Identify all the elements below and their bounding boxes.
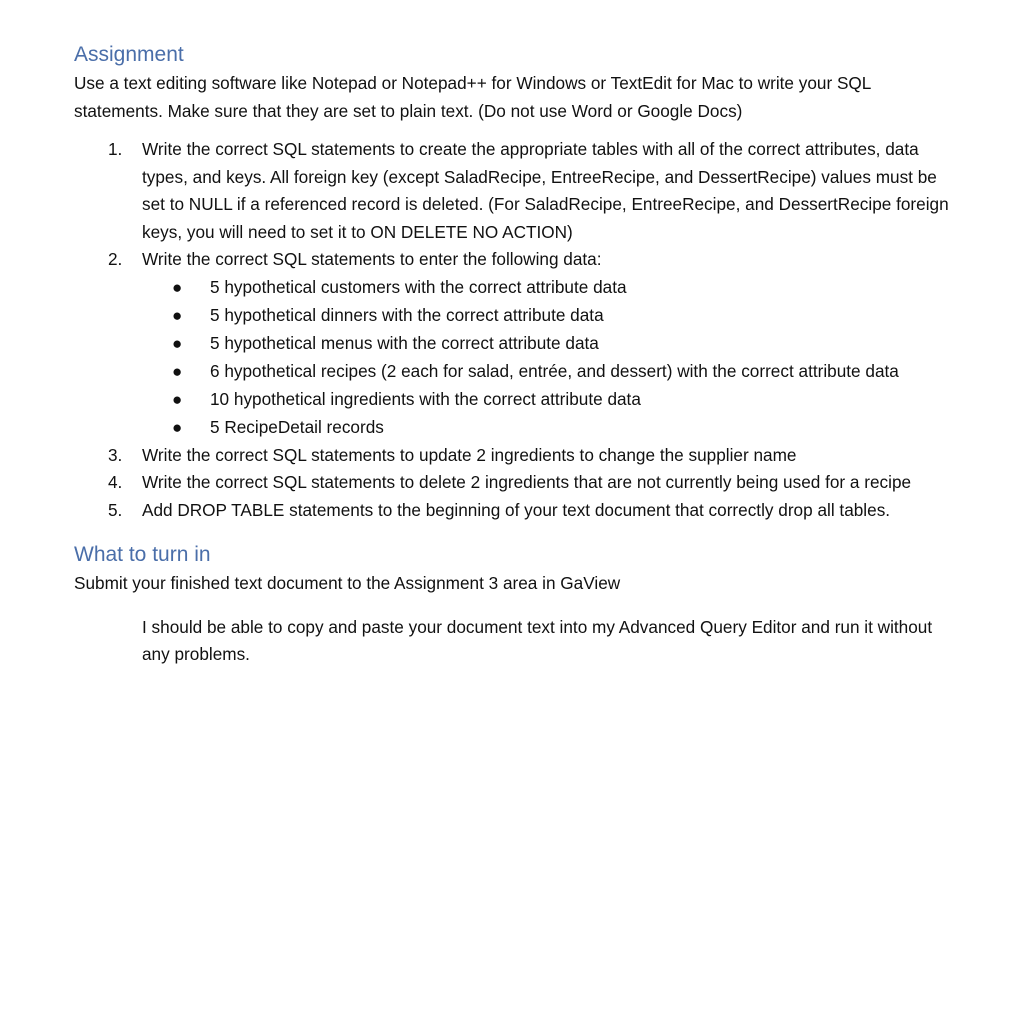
task-item-3 xyxy=(74,442,964,470)
list-item xyxy=(142,386,964,414)
bullet-icon: ● xyxy=(172,277,183,297)
bullet-icon: ● xyxy=(172,361,183,381)
task-item-5 xyxy=(74,497,964,525)
task-text: Add DROP TABLE statements to the beginning of your text document that correctly drop all tables. xyxy=(142,499,891,520)
bullet-icon: ● xyxy=(172,417,183,437)
list-item-text: 5 hypothetical customers with the correct attribute data xyxy=(210,277,627,297)
list-item-text: 5 hypothetical dinners with the correct attribute data xyxy=(210,305,604,325)
assignment-heading: Assignment xyxy=(74,43,184,66)
bullet-icon: ● xyxy=(172,333,183,353)
assignment-intro: Use a text editing software like Notepad or Notepad++ for Windows or TextEdit for Mac to write your SQL statements. Make sure that they are set to plain text. (Do not use Word or Google Docs) xyxy=(74,73,871,121)
task-number: 3. xyxy=(108,444,123,465)
turn-in-section xyxy=(74,540,964,669)
task-number: 5. xyxy=(108,499,123,520)
bullet-icon: ● xyxy=(172,305,183,325)
task-item-2 xyxy=(74,246,964,442)
list-item xyxy=(142,330,964,358)
turn-in-note: I should be able to copy and paste your document text into my Advanced Query Editor and run it without any problems. xyxy=(142,616,933,664)
task-number: 4. xyxy=(108,472,123,492)
list-item xyxy=(142,274,964,302)
list-item-text: 5 hypothetical menus with the correct attribute data xyxy=(210,333,599,353)
list-item xyxy=(142,358,964,386)
task-text: Write the correct SQL statements to delete 2 ingredients that are not currently being used for a recipe xyxy=(142,472,912,492)
list-item xyxy=(142,302,964,330)
turn-in-text: Submit your finished text document to the Assignment 3 area in GaView xyxy=(74,573,621,593)
bullet-icon: ● xyxy=(172,389,183,409)
list-item-text: 6 hypothetical recipes (2 each for salad, entrée, and dessert) with the correct attribute data xyxy=(210,361,899,381)
task-item-4 xyxy=(74,469,964,497)
task-text: Write the correct SQL statements to enter the following data: xyxy=(142,249,602,269)
data-entry-list xyxy=(142,274,964,442)
list-item xyxy=(142,414,964,442)
task-number: 1. xyxy=(108,139,123,159)
task-item-1 xyxy=(74,136,964,246)
task-text: Write the correct SQL statements to update 2 ingredients to change the supplier name xyxy=(142,444,797,465)
task-number: 2. xyxy=(108,249,123,269)
list-item-text: 10 hypothetical ingredients with the correct attribute data xyxy=(210,389,641,409)
task-text: Write the correct SQL statements to create the appropriate tables with all of the correct attributes, data types, and keys. All foreign key (except SaladRecipe, EntreeRecipe, and DessertRecipe) values must be set to NULL if a referenced record is deleted. (For SaladRecipe, EntreeRecipe, and DessertRecipe foreign keys, you will need to set it to ON DELETE NO ACTION) xyxy=(142,139,949,242)
list-item-text: 5 RecipeDetail records xyxy=(210,417,384,437)
turn-in-heading: What to turn in xyxy=(74,543,211,566)
document-page xyxy=(74,40,964,686)
assignment-task-list xyxy=(74,136,964,524)
